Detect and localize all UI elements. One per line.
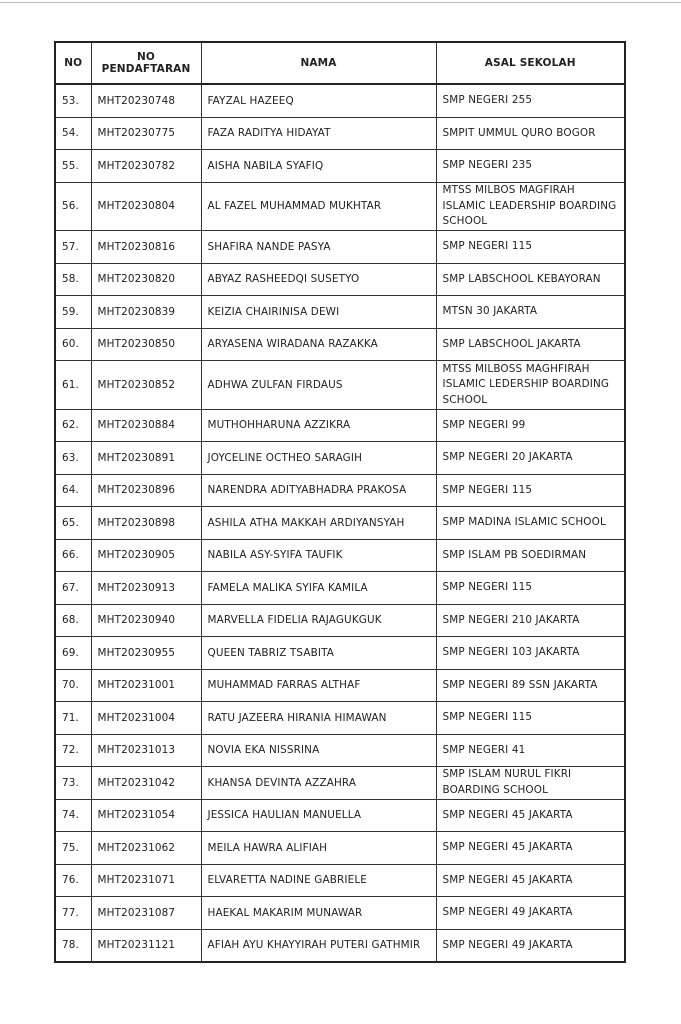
cell-no: 60. (55, 328, 91, 361)
cell-asal-sekolah: SMP NEGERI 45 JAKARTA (436, 799, 625, 832)
registration-table (54, 41, 626, 963)
cell-asal-sekolah: SMP NEGERI 45 JAKARTA (436, 864, 625, 897)
cell-asal-sekolah: SMP NEGERI 115 (436, 572, 625, 605)
cell-no: 73. (55, 767, 91, 800)
cell-no-pendaftaran: MHT20231042 (91, 767, 201, 800)
table-row (55, 361, 625, 410)
cell-no: 57. (55, 231, 91, 264)
cell-asal-sekolah: SMP ISLAM PB SOEDIRMAN (436, 539, 625, 572)
header-nama: NAMA (201, 42, 436, 84)
cell-asal-sekolah: SMPIT UMMUL QURO BOGOR (436, 117, 625, 150)
cell-no-pendaftaran: MHT20231054 (91, 799, 201, 832)
cell-no-pendaftaran: MHT20230820 (91, 263, 201, 296)
cell-no: 62. (55, 409, 91, 442)
cell-no: 66. (55, 539, 91, 572)
page-top-edge (0, 2, 681, 3)
cell-nama: RATU JAZEERA HIRANIA HIMAWAN (201, 702, 436, 735)
cell-no-pendaftaran: MHT20231121 (91, 929, 201, 962)
cell-nama: AFIAH AYU KHAYYIRAH PUTERI GATHMIR (201, 929, 436, 962)
table-row (55, 604, 625, 637)
table-row (55, 296, 625, 329)
cell-no: 72. (55, 734, 91, 767)
cell-no-pendaftaran: MHT20230816 (91, 231, 201, 264)
cell-no: 75. (55, 832, 91, 865)
table-row (55, 474, 625, 507)
cell-nama: JESSICA HAULIAN MANUELLA (201, 799, 436, 832)
table-row (55, 637, 625, 670)
table-row (55, 507, 625, 540)
table-row (55, 734, 625, 767)
cell-nama: ELVARETTA NADINE GABRIELE (201, 864, 436, 897)
cell-asal-sekolah: SMP NEGERI 235 (436, 150, 625, 183)
cell-nama: AL FAZEL MUHAMMAD MUKHTAR (201, 182, 436, 231)
cell-no: 78. (55, 929, 91, 962)
cell-no-pendaftaran: MHT20230775 (91, 117, 201, 150)
cell-no: 64. (55, 474, 91, 507)
cell-no-pendaftaran: MHT20230804 (91, 182, 201, 231)
cell-nama: SHAFIRA NANDE PASYA (201, 231, 436, 264)
cell-nama: MARVELLA FIDELIA RAJAGUKGUK (201, 604, 436, 637)
cell-no: 59. (55, 296, 91, 329)
cell-no-pendaftaran: MHT20230898 (91, 507, 201, 540)
table-header-row (55, 42, 625, 84)
cell-nama: FAYZAL HAZEEQ (201, 84, 436, 117)
cell-no-pendaftaran: MHT20230852 (91, 361, 201, 410)
header-no: NO (55, 42, 91, 84)
header-asal-sekolah: ASAL SEKOLAH (436, 42, 625, 84)
cell-asal-sekolah: SMP NEGERI 115 (436, 231, 625, 264)
cell-asal-sekolah: SMP LABSCHOOL KEBAYORAN (436, 263, 625, 296)
cell-asal-sekolah: SMP MADINA ISLAMIC SCHOOL (436, 507, 625, 540)
cell-no: 56. (55, 182, 91, 231)
cell-nama: QUEEN TABRIZ TSABITA (201, 637, 436, 670)
cell-no: 70. (55, 669, 91, 702)
cell-no: 63. (55, 442, 91, 475)
cell-asal-sekolah: MTSS MILBOS MAGFIRAH ISLAMIC LEADERSHIP BOARDING SCHOOL (436, 182, 625, 231)
cell-nama: ASHILA ATHA MAKKAH ARDIYANSYAH (201, 507, 436, 540)
cell-no-pendaftaran: MHT20230905 (91, 539, 201, 572)
header-reg-line2: PENDAFTARAN (101, 63, 191, 75)
cell-no-pendaftaran: MHT20231062 (91, 832, 201, 865)
table-row (55, 897, 625, 930)
cell-nama: KEIZIA CHAIRINISA DEWI (201, 296, 436, 329)
cell-no-pendaftaran: MHT20231004 (91, 702, 201, 735)
cell-asal-sekolah: SMP NEGERI 255 (436, 84, 625, 117)
cell-asal-sekolah: MTSN 30 JAKARTA (436, 296, 625, 329)
cell-asal-sekolah: SMP NEGERI 49 JAKARTA (436, 897, 625, 930)
cell-no-pendaftaran: MHT20230940 (91, 604, 201, 637)
cell-no-pendaftaran: MHT20230850 (91, 328, 201, 361)
cell-nama: FAZA RADITYA HIDAYAT (201, 117, 436, 150)
cell-no-pendaftaran: MHT20230839 (91, 296, 201, 329)
cell-no-pendaftaran: MHT20231001 (91, 669, 201, 702)
cell-no: 67. (55, 572, 91, 605)
table-row (55, 799, 625, 832)
cell-no: 54. (55, 117, 91, 150)
table-row (55, 182, 625, 231)
table-row (55, 669, 625, 702)
table-row (55, 702, 625, 735)
cell-no: 58. (55, 263, 91, 296)
cell-asal-sekolah: SMP NEGERI 49 JAKARTA (436, 929, 625, 962)
table-row (55, 572, 625, 605)
table-row (55, 117, 625, 150)
cell-nama: MEILA HAWRA ALIFIAH (201, 832, 436, 865)
table-row (55, 832, 625, 865)
cell-no-pendaftaran: MHT20230896 (91, 474, 201, 507)
table-row (55, 84, 625, 117)
cell-no: 74. (55, 799, 91, 832)
cell-asal-sekolah: MTSS MILBOSS MAGHFIRAH ISLAMIC LEDERSHIP BOARDING SCHOOL (436, 361, 625, 410)
cell-asal-sekolah: SMP NEGERI 41 (436, 734, 625, 767)
cell-no: 65. (55, 507, 91, 540)
cell-no-pendaftaran: MHT20231013 (91, 734, 201, 767)
cell-nama: AISHA NABILA SYAFIQ (201, 150, 436, 183)
table-row (55, 231, 625, 264)
cell-nama: NARENDRA ADITYABHADRA PRAKOSA (201, 474, 436, 507)
table-row (55, 150, 625, 183)
cell-no: 53. (55, 84, 91, 117)
table-row (55, 929, 625, 962)
table-row (55, 328, 625, 361)
cell-nama: ARYASENA WIRADANA RAZAKKA (201, 328, 436, 361)
cell-asal-sekolah: SMP NEGERI 45 JAKARTA (436, 832, 625, 865)
cell-asal-sekolah: SMP NEGERI 99 (436, 409, 625, 442)
cell-no-pendaftaran: MHT20230955 (91, 637, 201, 670)
table-row (55, 409, 625, 442)
cell-no: 61. (55, 361, 91, 410)
cell-asal-sekolah: SMP NEGERI 20 JAKARTA (436, 442, 625, 475)
cell-asal-sekolah: SMP LABSCHOOL JAKARTA (436, 328, 625, 361)
cell-nama: ADHWA ZULFAN FIRDAUS (201, 361, 436, 410)
cell-no-pendaftaran: MHT20231087 (91, 897, 201, 930)
cell-no: 68. (55, 604, 91, 637)
cell-asal-sekolah: SMP NEGERI 103 JAKARTA (436, 637, 625, 670)
header-reg-line1: NO (136, 51, 155, 63)
cell-nama: JOYCELINE OCTHEO SARAGIH (201, 442, 436, 475)
table-row (55, 767, 625, 800)
header-no-pendaftaran (91, 42, 201, 84)
cell-no-pendaftaran: MHT20230748 (91, 84, 201, 117)
cell-no: 69. (55, 637, 91, 670)
cell-no: 76. (55, 864, 91, 897)
cell-no: 77. (55, 897, 91, 930)
cell-nama: KHANSA DEVINTA AZZAHRA (201, 767, 436, 800)
table-row (55, 539, 625, 572)
cell-nama: ABYAZ RASHEEDQI SUSETYO (201, 263, 436, 296)
cell-asal-sekolah: SMP NEGERI 89 SSN JAKARTA (436, 669, 625, 702)
cell-asal-sekolah: SMP NEGERI 115 (436, 474, 625, 507)
table-row (55, 864, 625, 897)
cell-nama: FAMELA MALIKA SYIFA KAMILA (201, 572, 436, 605)
cell-no-pendaftaran: MHT20230891 (91, 442, 201, 475)
cell-no-pendaftaran: MHT20230884 (91, 409, 201, 442)
cell-nama: MUTHOHHARUNA AZZIKRA (201, 409, 436, 442)
cell-asal-sekolah: SMP NEGERI 210 JAKARTA (436, 604, 625, 637)
table-row (55, 442, 625, 475)
cell-no-pendaftaran: MHT20230782 (91, 150, 201, 183)
cell-asal-sekolah: SMP ISLAM NURUL FIKRI BOARDING SCHOOL (436, 767, 625, 800)
cell-nama: HAEKAL MAKARIM MUNAWAR (201, 897, 436, 930)
cell-no: 71. (55, 702, 91, 735)
cell-nama: NABILA ASY-SYIFA TAUFIK (201, 539, 436, 572)
cell-no: 55. (55, 150, 91, 183)
cell-asal-sekolah: SMP NEGERI 115 (436, 702, 625, 735)
cell-no-pendaftaran: MHT20230913 (91, 572, 201, 605)
cell-no-pendaftaran: MHT20231071 (91, 864, 201, 897)
cell-nama: MUHAMMAD FARRAS ALTHAF (201, 669, 436, 702)
cell-nama: NOVIA EKA NISSRINA (201, 734, 436, 767)
table-row (55, 263, 625, 296)
